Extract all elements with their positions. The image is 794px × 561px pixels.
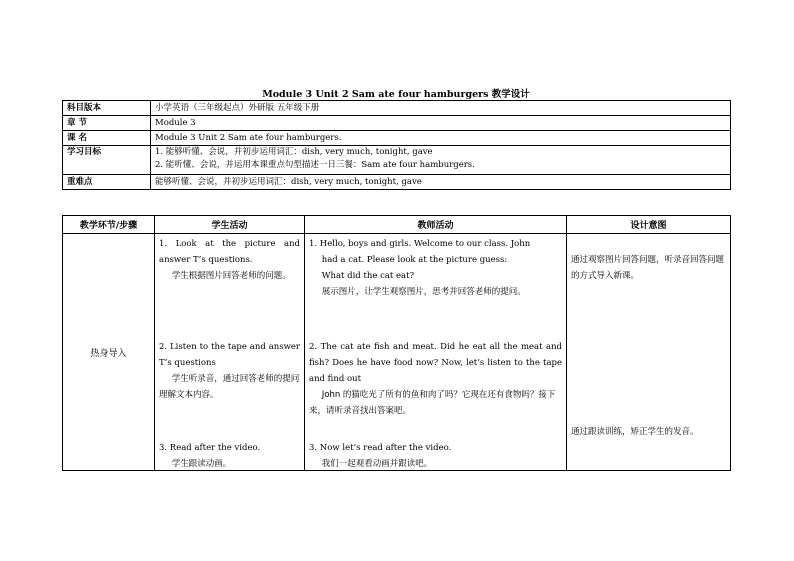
teacher-step-note: 展示图片，让学生观察图片，思考并回答老师的提问。 bbox=[321, 287, 526, 297]
info-row-objectives bbox=[63, 146, 731, 175]
info-key: 重难点 bbox=[63, 175, 151, 190]
info-key: 课 名 bbox=[63, 131, 151, 146]
info-row-key-points bbox=[63, 175, 731, 190]
teacher-step-text: 1. Hello, boys and girls. Welcome to our class. John bbox=[309, 239, 531, 249]
student-step-3 bbox=[159, 440, 300, 471]
teacher-step-text: 3. Now let’s read after the video. bbox=[309, 443, 452, 453]
header-student: 学生活动 bbox=[155, 216, 305, 234]
info-value: Module 3 Unit 2 Sam ate four hamburgers. bbox=[151, 131, 731, 146]
teacher-step-note: John 的猫吃光了所有的鱼和肉了吗？它现在还有食物吗？接下来，请听录音找出答案吧。 bbox=[309, 390, 556, 416]
info-value: 小学英语（三年级起点）外研版 五年级下册 bbox=[151, 101, 731, 116]
header-row bbox=[63, 216, 731, 234]
teacher-step-2 bbox=[309, 339, 562, 419]
student-step-note: 学生听录音，通过回答老师的提问理解文本内容。 bbox=[159, 374, 300, 400]
info-row-subject bbox=[63, 101, 731, 116]
stage-label: 热身导入 bbox=[63, 234, 155, 471]
student-step-text: 1. Look at the picture and answer T’s questions. bbox=[159, 239, 300, 265]
header-intent: 设计意图 bbox=[567, 216, 731, 234]
info-row-chapter bbox=[63, 116, 731, 131]
student-activity-cell bbox=[155, 234, 305, 471]
info-row-lesson bbox=[63, 131, 731, 146]
teacher-step-text: 2. The cat ate fish and meat. Did he eat all the meat and fish? Does he have food now? Now, let’s listen to the tape and find out bbox=[309, 342, 562, 384]
intent-note-1: 通过观察图片回答问题，听录音回答问题的方式导入新课。 bbox=[571, 255, 725, 281]
info-value: 能够听懂、会说，并初步运用词汇：dish, very much, tonight, gave bbox=[151, 175, 731, 190]
info-key: 学习目标 bbox=[63, 146, 151, 175]
teacher-activity-cell bbox=[305, 234, 567, 471]
header-teacher: 教师活动 bbox=[305, 216, 567, 234]
design-intent-cell bbox=[567, 234, 731, 471]
student-step-note: 学生根据图片回答老师的问题。 bbox=[171, 271, 291, 281]
teacher-step-text: had a cat. Please look at the picture guess: bbox=[321, 255, 508, 265]
info-value: Module 3 bbox=[151, 116, 731, 131]
teacher-step-note: 我们一起观看动画并跟读吧。 bbox=[321, 459, 433, 469]
lesson-table bbox=[62, 215, 731, 471]
page-title: Module 3 Unit 2 Sam ate four hamburgers 教学设计 bbox=[262, 89, 530, 100]
student-step-text: 2. Listen to the tape and answer T’s questions bbox=[159, 342, 300, 368]
student-step-note: 学生跟读动画。 bbox=[171, 459, 232, 469]
teacher-step-text: What did the cat eat? bbox=[321, 271, 415, 281]
intent-note-2: 通过跟读训练，矫正学生的发音。 bbox=[571, 427, 699, 437]
teacher-step-1 bbox=[309, 236, 562, 300]
student-step-1 bbox=[159, 236, 300, 284]
teacher-step-3 bbox=[309, 440, 562, 471]
objective-line: 1. 能够听懂、会说，并初步运用词汇：dish, very much, tonight, gave bbox=[155, 147, 433, 157]
info-key: 科目版本 bbox=[63, 101, 151, 116]
student-step-text: 3. Read after the video. bbox=[159, 443, 261, 453]
info-key: 章 节 bbox=[63, 116, 151, 131]
header-stage: 教学环节/步骤 bbox=[63, 216, 155, 234]
objective-line: 2. 能听懂、会说，并运用本课重点句型描述一日三餐：Sam ate four hamburgers. bbox=[155, 160, 475, 170]
student-step-2 bbox=[159, 339, 300, 403]
info-value bbox=[151, 146, 731, 175]
info-table bbox=[62, 100, 731, 190]
table-row bbox=[63, 234, 731, 471]
